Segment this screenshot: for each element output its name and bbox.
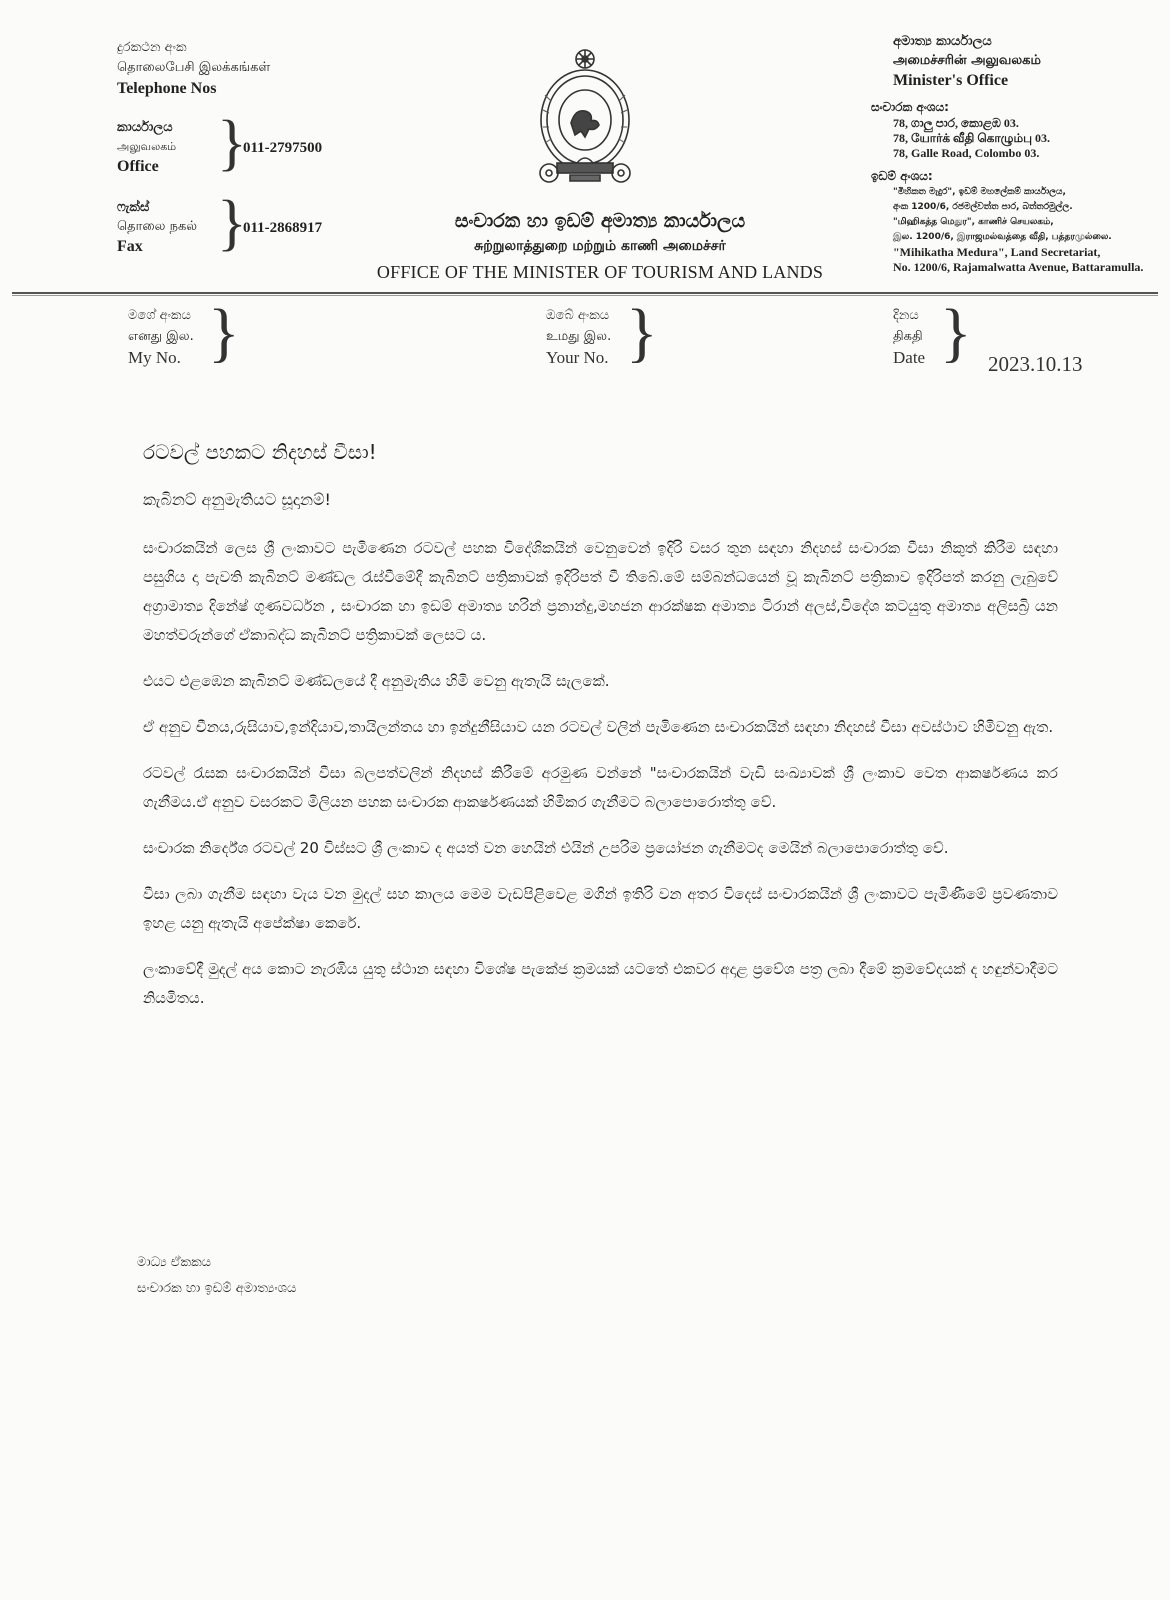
tourism-address-ta: 78, யோர்க் வீதி கொழும்பு 03.	[893, 131, 1051, 145]
my-no-label-ta: எனது இல.	[128, 329, 194, 344]
fax-number: 011-2868917	[243, 220, 323, 236]
fax-label-en: Fax	[117, 238, 143, 255]
tourism-address-si: 78, ගාලු පාර, කොළඹ 03.	[893, 116, 1019, 130]
lands-address-ta-2: இல. 1200/6, இராஜமல்வத்தை வீதி, பத்தரமுல்லை.	[893, 232, 1112, 242]
my-number-field	[128, 305, 194, 369]
lands-address-en-1: "Mihikatha Medura", Land Secretariat,	[893, 245, 1101, 259]
minister-office-ta: அமைச்சரின் அலுவலகம்	[893, 53, 1041, 68]
date-label-ta: திகதி	[893, 329, 923, 344]
office-phone	[117, 109, 417, 188]
header-divider-thin	[12, 295, 1158, 296]
paragraph: වීසා ලබා ගැනීම සඳහා වැය වන මුදල් සහ කාලය මෙම වැඩපිළිවෙළ මගින් ඉතිරි වන අතර විදෙස් සංචාරකයින් ශ්‍රී ලංකාවට පැමිණීමේ ප්‍රවණතාව ඉහළ යනු ඇතැයි අපේක්ෂා කෙරේ.	[143, 885, 1058, 932]
office-label-ta: அலுவலகம்	[117, 140, 177, 153]
telephone-header	[117, 38, 357, 100]
tourism-address-en: 78, Galle Road, Colombo 03.	[893, 146, 1040, 160]
telephone-label-en: Telephone Nos	[117, 80, 217, 97]
ministry-name: සංචාරක හා ඉඩම් අමාත්‍යංශය	[137, 1281, 297, 1296]
brace-icon: }	[940, 296, 972, 369]
media-unit: මාධ්‍ය ඒකකය	[137, 1255, 212, 1270]
minister-office-si: අමාත්‍ය කාර්යාලය	[893, 34, 992, 49]
header-divider	[12, 292, 1158, 294]
office-title-english: OFFICE OF THE MINISTER OF TOURISM AND LANDS	[376, 262, 824, 282]
date-field	[893, 305, 925, 369]
subheadline: කැබිනට් අනුමැතියට සූදානම්!	[143, 490, 331, 509]
brace-icon: }	[217, 189, 247, 257]
address-block	[871, 32, 1153, 275]
office-title-tamil: சுற்றுலாத்துறை மற்றும் காணி அமைச்சர்	[474, 238, 726, 254]
paragraph: එයට එළඹෙන කැබිනට් මණ්ඩලයේ දී අනුමැතිය හිමි වෙනු ඇතැයි සැලකේ.	[143, 672, 610, 690]
telephone-label-si: දුරකථන අංක	[117, 40, 187, 55]
date-label-en: Date	[893, 348, 926, 367]
headline: රටවල් පහකට නිදහස් වීසා!	[143, 440, 377, 464]
my-no-label-en: My No.	[128, 348, 181, 367]
office-title-sinhala: සංචාරක හා ඉඩම් අමාත්‍ය කාර්යාලය	[454, 210, 746, 232]
your-no-label-si: ඔබේ අංකය	[546, 308, 610, 323]
fax-number-block	[117, 189, 417, 268]
lands-address-en-2: No. 1200/6, Rajamalwatta Avenue, Battaramulla.	[893, 260, 1144, 274]
brace-icon: }	[626, 296, 658, 369]
office-label-si: කාර්යාලය	[117, 120, 173, 135]
lands-division-label: ඉඩම් අංශය:	[871, 169, 933, 183]
your-no-label-en: Your No.	[546, 348, 609, 367]
paragraph: ලංකාවේදී මුදල් අය කොට නැරඹිය යුතු ස්ථාන සඳහා විශේෂ පැකේජ ක්‍රමයක් යටතේ එකවර අදාළ ප්‍රවේශ පත්‍ර ලබා දීමේ ක්‍රමවේදයක් ද හඳුන්වාදීමට නියමිතය.	[143, 960, 1058, 1007]
brace-icon: }	[208, 296, 240, 369]
your-no-label-ta: உமது இல.	[546, 329, 612, 344]
telephone-label-ta: தொலைபேசி இலக்கங்கள்	[117, 60, 271, 75]
office-label-en: Office	[117, 158, 159, 175]
office-number: 011-2797500	[243, 140, 323, 156]
tourism-division-label: සංචාරක අංශය:	[871, 100, 949, 114]
date-value: 2023.10.13	[988, 352, 1083, 376]
paragraph: සංචාරකයින් ලෙස ශ්‍රී ලංකාවට පැමිණෙන රටවල් පහක විදේශිකයින් වෙනුවෙන් ඉදිරි වසර තුන සඳහා නිදහස් සංචාරක වීසා නිකුත් කිරීම සඳහා පසුගිය දා පැවති කැබිනට් මණ්ඩල රැස්වීමේදී කැබිනට් පත්‍රිකාවක් ඉදිරිපත් වී තිබේ.මේ සම්බන්ධයෙන් වූ කැබිනට් පත්‍රිකාව ඉදිරිපත් කරනු ලැබුවේ අග්‍රාමාත්‍ය දිනේෂ් ගුණවර්ධන , සංචාරක හා ඉඩම් අමාත්‍ය හරින් ප්‍රනාන්දු,මහජන ආරක්ෂක අමාත්‍ය ටිරාන් අලස්,විදේශ කටයුතු අමාත්‍ය අලිසබ්‍රි යන මහත්වරුන්ගේ ඒකාබද්ධ කැබිනට් පත්‍රිකාවක් ලෙසට ය.	[143, 539, 1058, 644]
lands-address-si-1: "මිහිකත මැදුර", ඉඩම් මහලේකම් කාර්යාලය,	[893, 187, 1066, 197]
fax-label-si: ෆැක්ස්	[117, 200, 150, 215]
fax-label-ta: தொலை நகல்	[117, 219, 198, 234]
lands-address-ta-1: "மிஹிகத்த மெதுர", காணிச் செயலகம்,	[893, 217, 1054, 227]
my-no-label-si: මගේ අංකය	[128, 308, 191, 323]
signature-block	[137, 1250, 296, 1302]
your-number-field	[546, 305, 611, 369]
lands-address-si-2: අංක 1200/6, රජමල්වත්ත පාර, බත්තරමුල්ල.	[893, 202, 1073, 212]
letter-body	[143, 438, 1058, 1030]
paragraph: රටවල් රැසක සංචාරකයින් වීසා බලපත්වලින් නිදහස් කිරීමේ අරමුණ වන්නේ "සංචාරකයින් වැඩි සංඛ්‍යාවක් ශ්‍රී ලංකාව වෙත ආකර්ෂණය කර ගැනීමය.ඒ අනුව වසරකට මිලියන පහක සංචාරක ආකර්ෂණයක් හිමිකර ගැනීමට බලාපොරොත්තු වේ.	[143, 764, 1058, 811]
minister-office-en: Minister's Office	[893, 72, 1009, 89]
national-emblem-icon	[535, 45, 635, 195]
paragraph: ඒ අනුව චීනය,රුසියාව,ඉන්දියාව,තායිලන්තය හා ඉන්දුනීසියාව යන රටවල් වලින් පැමිණෙන සංචාරකයින් සඳහා නිදහස් වීසා අවස්ථාව හිමිවනු ඇත.	[143, 718, 1054, 736]
paragraph: සංචාරක නිර්දේශ රටවල් 20 විස්සට ශ්‍රී ලංකාව ද අයත් වන හෙයින් එයින් උපරිම ප්‍රයෝජන ගැනීමටද මෙයින් බලාපොරොත්තු වේ.	[143, 839, 949, 857]
date-label-si: දිනය	[893, 308, 919, 323]
brace-icon: }	[217, 109, 247, 177]
